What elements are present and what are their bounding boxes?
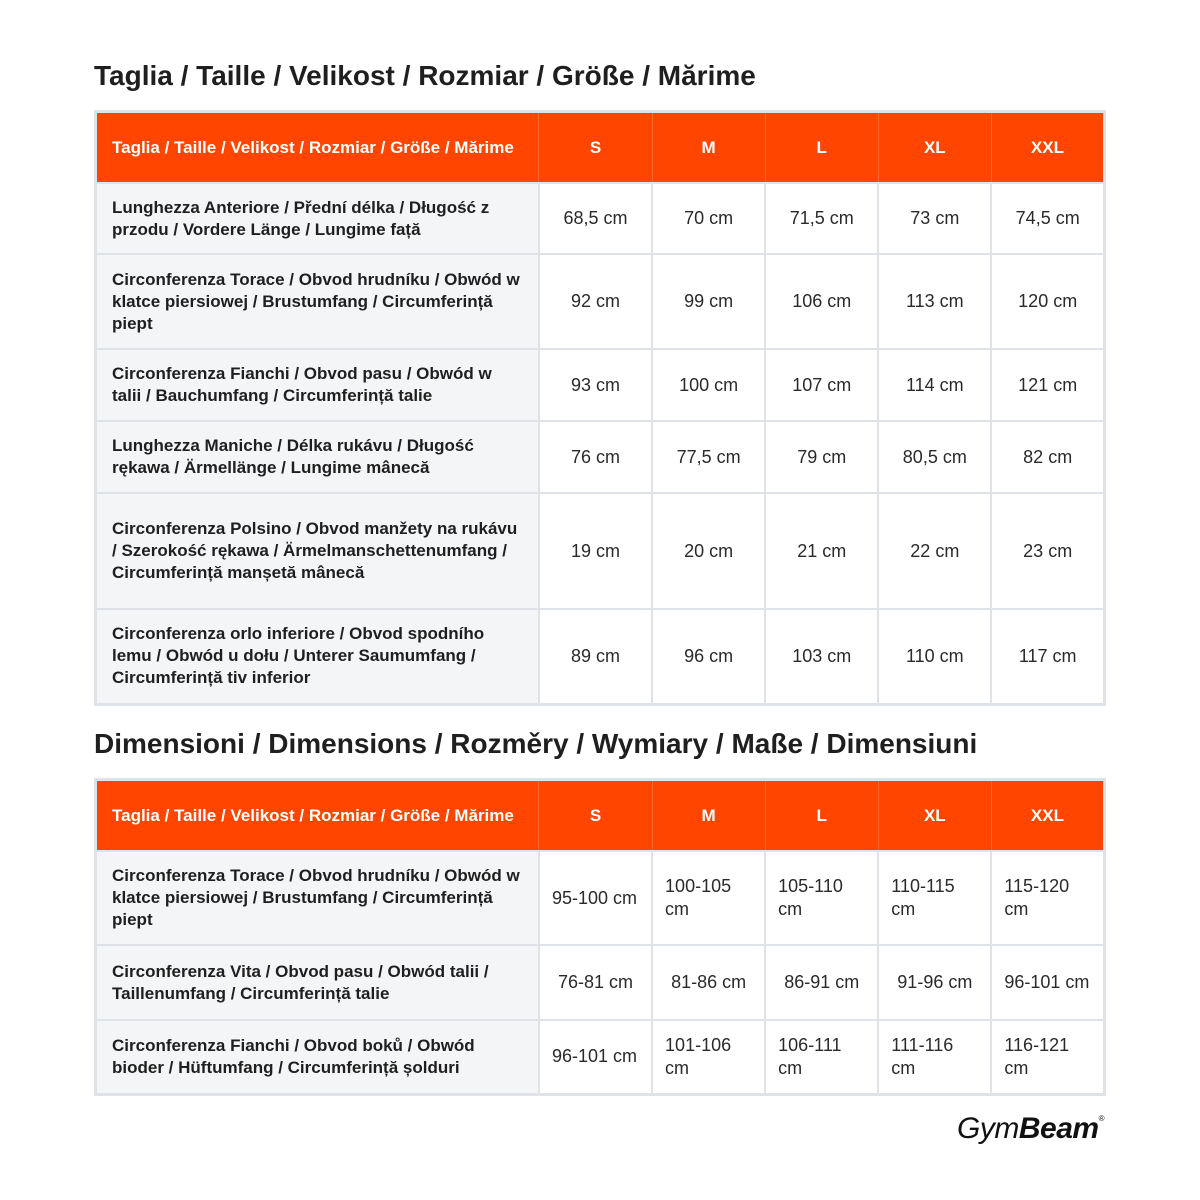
cell-value: 70 cm xyxy=(652,183,765,254)
cell-value: 68,5 cm xyxy=(539,183,652,254)
logo-text-gym: Gym xyxy=(957,1112,1019,1145)
cell-value: 96 cm xyxy=(652,609,765,704)
cell-value: 111-116 cm xyxy=(878,1020,991,1094)
size-header-xxl: XXL xyxy=(991,112,1104,184)
table-row xyxy=(96,945,1105,1020)
table-row xyxy=(96,421,1105,493)
cell-value: 96-101 cm xyxy=(539,1020,652,1094)
row-label: Circonferenza Polsino / Obvod manžety na rukávu / Szerokość rękawa / Ärmelmanschettenumfang / Circumferință manșetă mânecă xyxy=(96,493,539,609)
size-header-m: M xyxy=(652,112,765,184)
size-section-title: Taglia / Taille / Velikost / Rozmiar / Größe / Mărime xyxy=(94,60,756,91)
cell-value: 117 cm xyxy=(991,609,1104,704)
table-row xyxy=(96,349,1105,421)
row-label: Circonferenza Fianchi / Obvod boků / Obwód bioder / Hüftumfang / Circumferință șolduri xyxy=(96,1020,539,1094)
dimensions-section-title: Dimensioni / Dimensions / Rozměry / Wymiary / Maße / Dimensiuni xyxy=(94,728,978,759)
table-row xyxy=(96,493,1105,609)
cell-value: 106 cm xyxy=(765,254,878,349)
size-header-m: M xyxy=(652,780,765,852)
cell-value: 19 cm xyxy=(539,493,652,609)
table-row xyxy=(96,254,1105,349)
cell-value: 86-91 cm xyxy=(765,945,878,1020)
cell-value: 76 cm xyxy=(539,421,652,493)
cell-value: 73 cm xyxy=(878,183,991,254)
gymbeam-logo xyxy=(957,1112,1104,1146)
row-label: Lunghezza Anteriore / Přední délka / Długość z przodu / Vordere Länge / Lungime față xyxy=(96,183,539,254)
row-label: Lunghezza Maniche / Délka rukávu / Długość rękawa / Ärmellänge / Lungime mânecă xyxy=(96,421,539,493)
header-row xyxy=(96,112,1105,184)
cell-value: 23 cm xyxy=(991,493,1104,609)
table-row xyxy=(96,851,1105,945)
cell-value: 99 cm xyxy=(652,254,765,349)
cell-value: 116-121 cm xyxy=(991,1020,1104,1094)
cell-value: 110 cm xyxy=(878,609,991,704)
header-label: Taglia / Taille / Velikost / Rozmiar / Größe / Mărime xyxy=(96,112,539,184)
cell-value: 120 cm xyxy=(991,254,1104,349)
cell-value: 82 cm xyxy=(991,421,1104,493)
row-label: Circonferenza Vita / Obvod pasu / Obwód talii / Taillenumfang / Circumferință talie xyxy=(96,945,539,1020)
cell-value: 114 cm xyxy=(878,349,991,421)
cell-value: 95-100 cm xyxy=(539,851,652,945)
cell-value: 107 cm xyxy=(765,349,878,421)
cell-value: 106-111 cm xyxy=(765,1020,878,1094)
cell-value: 20 cm xyxy=(652,493,765,609)
cell-value: 74,5 cm xyxy=(991,183,1104,254)
header-label: Taglia / Taille / Velikost / Rozmiar / Größe / Mărime xyxy=(96,780,539,852)
cell-value: 76-81 cm xyxy=(539,945,652,1020)
cell-value: 80,5 cm xyxy=(878,421,991,493)
row-label: Circonferenza orlo inferiore / Obvod spodního lemu / Obwód u dołu / Unterer Saumumfang / Circumferință tiv inferior xyxy=(96,609,539,704)
cell-value: 115-120 cm xyxy=(991,851,1104,945)
cell-value: 121 cm xyxy=(991,349,1104,421)
cell-value: 113 cm xyxy=(878,254,991,349)
size-table xyxy=(94,110,1106,706)
registered-mark: ® xyxy=(1098,1114,1104,1123)
size-header-xxl: XXL xyxy=(991,780,1104,852)
logo-text-beam: Beam xyxy=(1018,1112,1099,1145)
cell-value: 103 cm xyxy=(765,609,878,704)
cell-value: 96-101 cm xyxy=(991,945,1104,1020)
cell-value: 100 cm xyxy=(652,349,765,421)
size-header-xl: XL xyxy=(878,780,991,852)
cell-value: 100-105 cm xyxy=(652,851,765,945)
cell-value: 77,5 cm xyxy=(652,421,765,493)
dimensions-table xyxy=(94,778,1106,1096)
cell-value: 101-106 cm xyxy=(652,1020,765,1094)
cell-value: 92 cm xyxy=(539,254,652,349)
cell-value: 93 cm xyxy=(539,349,652,421)
cell-value: 22 cm xyxy=(878,493,991,609)
cell-value: 81-86 cm xyxy=(652,945,765,1020)
size-header-l: L xyxy=(765,780,878,852)
table-row xyxy=(96,1020,1105,1094)
table-row xyxy=(96,183,1105,254)
header-row xyxy=(96,780,1105,852)
cell-value: 91-96 cm xyxy=(878,945,991,1020)
cell-value: 110-115 cm xyxy=(878,851,991,945)
cell-value: 71,5 cm xyxy=(765,183,878,254)
cell-value: 79 cm xyxy=(765,421,878,493)
size-header-s: S xyxy=(539,112,652,184)
size-header-l: L xyxy=(765,112,878,184)
row-label: Circonferenza Torace / Obvod hrudníku / Obwód w klatce piersiowej / Brustumfang / Circumferință piept xyxy=(96,851,539,945)
row-label: Circonferenza Fianchi / Obvod pasu / Obwód w talii / Bauchumfang / Circumferință talie xyxy=(96,349,539,421)
table-row xyxy=(96,609,1105,704)
cell-value: 21 cm xyxy=(765,493,878,609)
cell-value: 89 cm xyxy=(539,609,652,704)
row-label: Circonferenza Torace / Obvod hrudníku / Obwód w klatce piersiowej / Brustumfang / Circumferință piept xyxy=(96,254,539,349)
size-header-s: S xyxy=(539,780,652,852)
size-header-xl: XL xyxy=(878,112,991,184)
cell-value: 105-110 cm xyxy=(765,851,878,945)
